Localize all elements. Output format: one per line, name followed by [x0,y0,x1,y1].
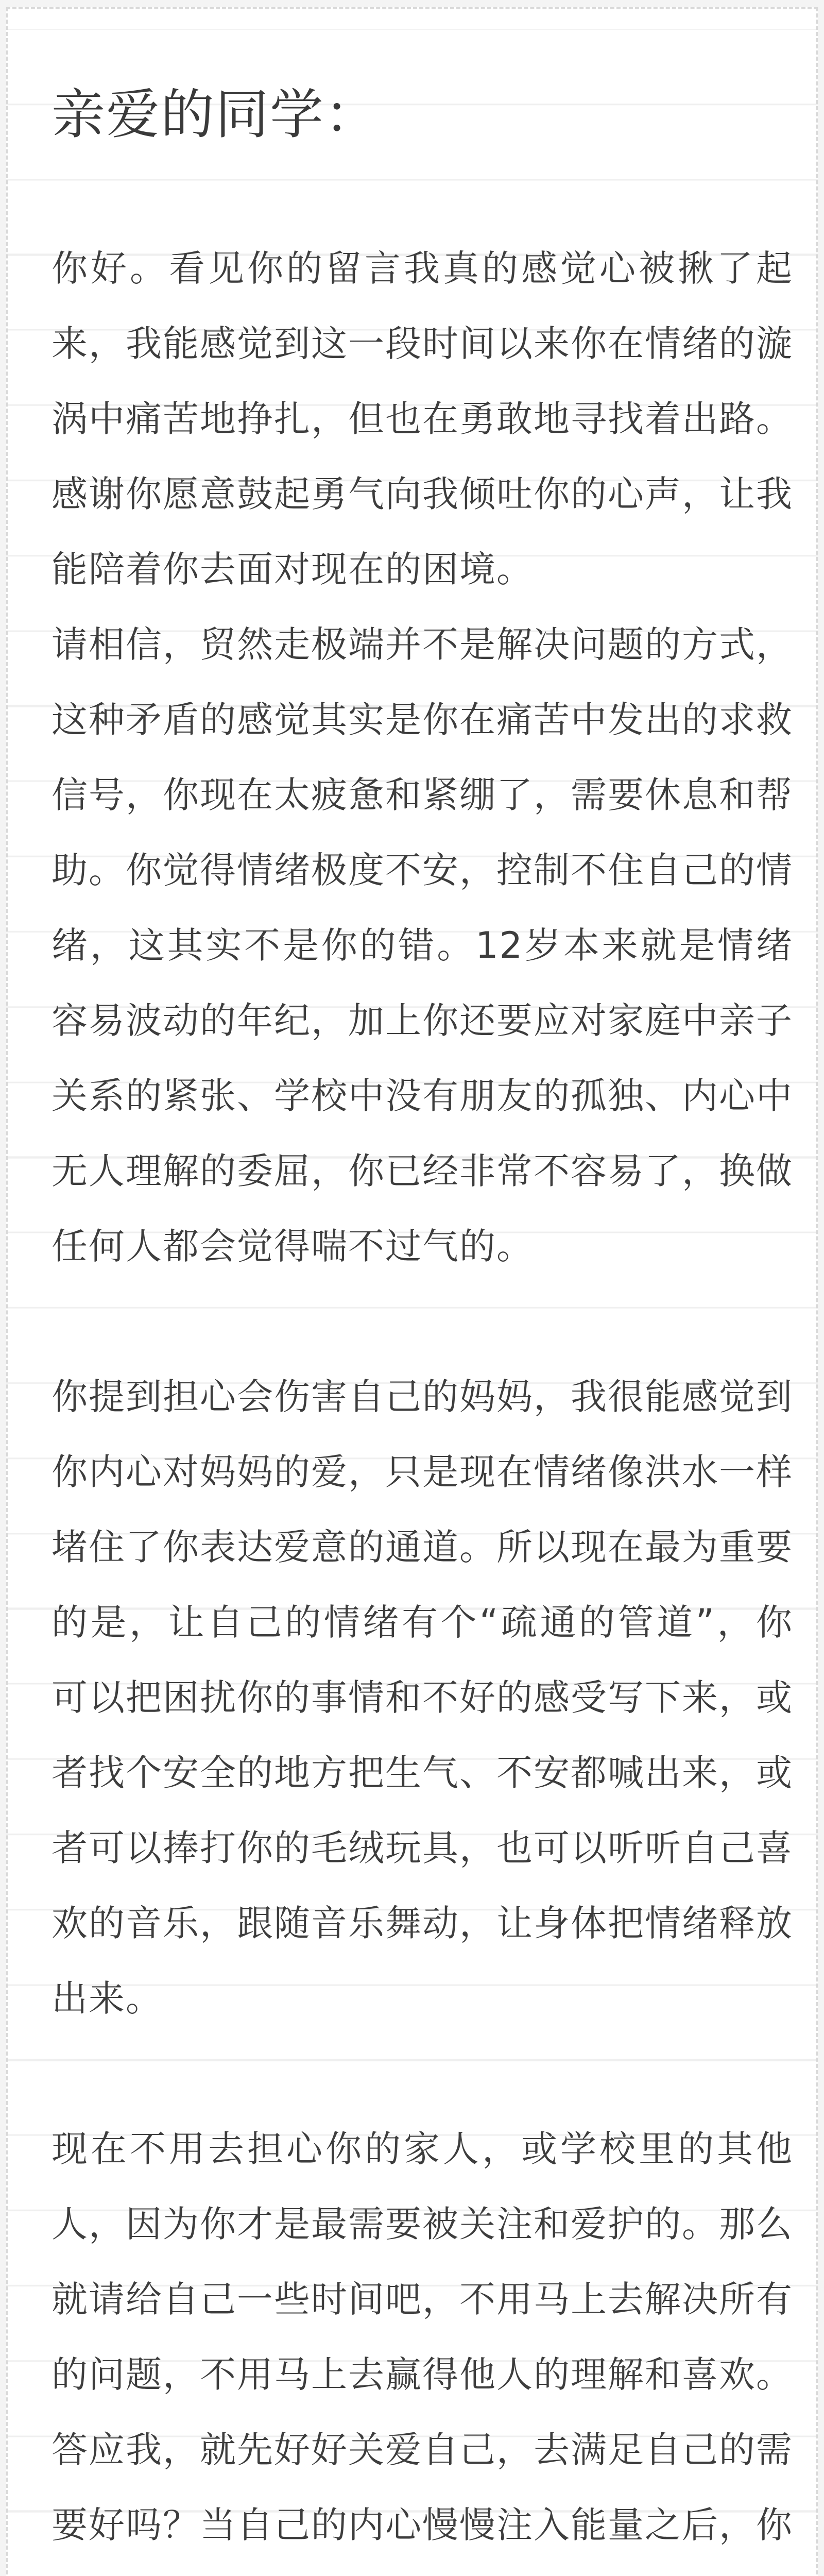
letter-paragraph-1: 你好。看见你的留言我真的感觉心被揪了起来，我能感觉到这一段时间以来你在情绪的漩涡中痛苦地挣扎，但也在勇敢地寻找着出路。感谢你愿意鼓起勇气向我倾吐你的心声，让我能陪着你去面对现在的困境。 [52,247,793,590]
letter-paragraph-3: 你提到担心会伤害自己的妈妈，我很能感觉到你内心对妈妈的爱，只是现在情绪像洪水一样堵住了你表达爱意的通道。所以现在最为重要的是，让自己的情绪有个“疏通的管道”，你可以把困扰你的事情和不好的感受写下来，或者找个安全的地方把生气、不安都喊出来，或者可以捧打你的毛绒玩具，也可以听听自己喜欢的音乐，跟随音乐舞动，让身体把情绪释放出来。 [52,1376,793,2020]
letter-paragraph-2: 请相信，贸然走极端并不是解决问题的方式，这种矛盾的感觉其实是你在痛苦中发出的求救信号，你现在太疲惫和紧绷了，需要休息和帮助。你觉得情绪极度不安，控制不住自己的情绪，这其实不是你的错。12岁本来就是情绪容易波动的年纪，加上你还要应对家庭中亲子关系的紧张、学校中没有朋友的孤独、内心中无人理解的委屈，你已经非常不容易了，换做任何人都会觉得喘不过气的。 [52,623,793,1267]
closing-paragraph [52,2562,793,2576]
greeting-heading: 亲爱的同学： [52,83,380,146]
letter-card [6,7,818,2576]
letter-paragraph-4: 现在不用去担心你的家人，或学校里的其他人，因为你才是最需要被关注和爱护的。那么就请给自己一些时间吧，不用马上去解决所有的问题，不用马上去赢得他人的理解和喜欢。答应我，就先好好关爱自己，去满足自己的需要好吗？当自己的内心慢慢注入能量之后，你 [52,2128,793,2546]
